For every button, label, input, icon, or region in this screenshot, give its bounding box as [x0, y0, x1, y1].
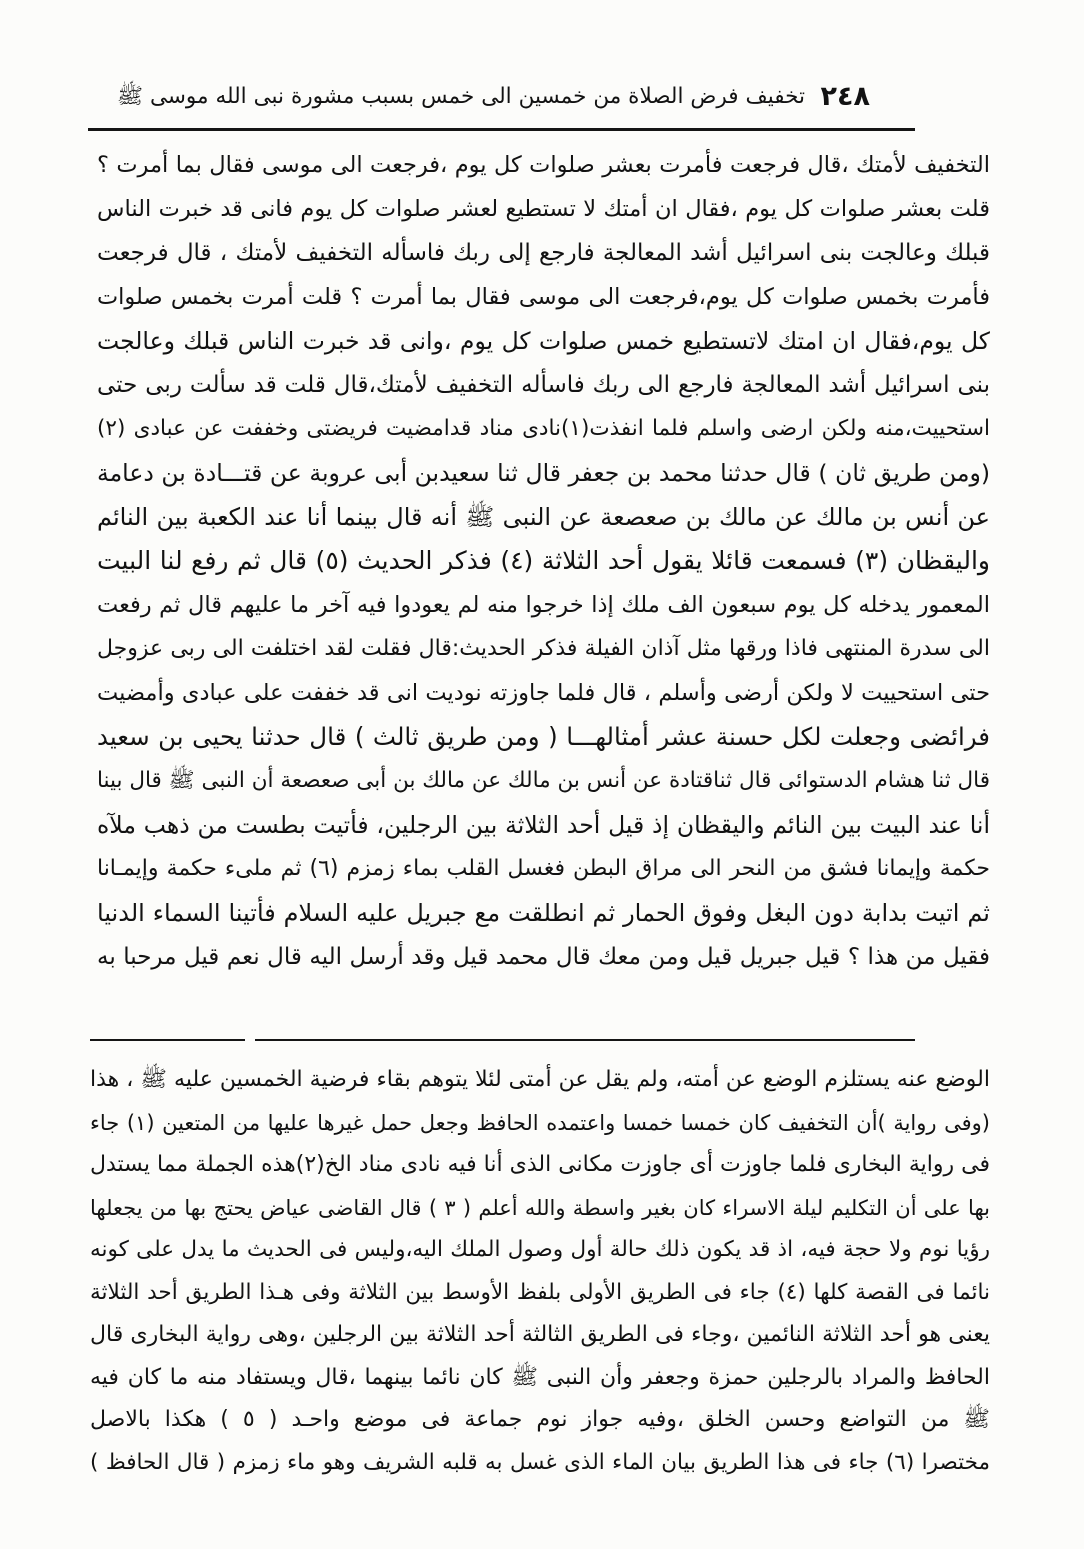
footnotes: [88, 1059, 990, 1484]
body-line: بنى اسرائيل أشد المعالجة فارجع الى ربك فاسأله التخفيف لأمتك،قال قلت قد سألت ربى حتى: [97, 372, 990, 398]
body-line: فأمرت بخمس صلوات كل يوم،فرجعت الى موسى فقال بما أمرت ؟ قلت أمرت بخمس صلوات: [97, 284, 990, 310]
footnote-line: فى رواية البخارى فلما جاوزت أى جاوزت مكانى الذى أنا فيه نادى مناد الخ(٢)هذه الجملة مما يستدل: [90, 1152, 990, 1177]
body-line: (ومن طريق ثان ) قال حدثنا محمد بن جعفر قال ثنا سعيدبن أبى عروبة عن قتـــادة بن دعامة: [97, 459, 990, 487]
body-line: فرائضى وجعلت لكل حسنة عشر أمثالهـــا ( ومن طريق ثالث ) قال حدثنا يحيى بن سعيد: [97, 722, 990, 751]
footnote-line: نائما فى القصة كلها (٤) جاء فى الطريق الأولى بلفظ الأوسط بين الثلاثة وفى هـذا الطريق أحد الثلاثة: [90, 1279, 990, 1305]
footnote-separator: [255, 1039, 915, 1041]
body-line: قلت بعشر صلوات كل يوم ،فقال ان أمتك لا تستطيع لعشر صلوات كل يوم فانى قد خبرت الناس: [97, 196, 990, 222]
body-line: حتى استحييت لا ولكن أرضى وأسلم ، قال فلما جاوزته نوديت انى قد خففت على عبادى وأمضيت: [97, 680, 990, 706]
main-text: [95, 143, 990, 979]
footnote-line: بها على أن التكليم ليلة الاسراء كان بغير واسطة والله أعلم ( ٣ ) قال القاضى عياض يحتج بها من يجعلها: [89, 1195, 990, 1220]
page-number: ٢٤٨: [820, 81, 870, 112]
footnote-line: الحافظ والمراد بالرجلين حمزة وجعفر وأن النبى ﷺ كان نائما بينهما ،قال ويستفاد منه ما كان فيه: [90, 1364, 990, 1390]
body-line: المعمور يدخله كل يوم سبعون الف ملك إذا خرجوا منه لم يعودوا فيه آخر ما عليهم قال ثم رفعت: [97, 592, 990, 618]
body-line: كل يوم،فقال ان امتك لاتستطيع خمس صلوات كل يوم ،وانى قد خبرت الناس قبلك وعالجت: [97, 327, 990, 355]
body-line: استحييت،منه ولكن ارضى واسلم فلما انفذت(١)نادى مناد قدامضيت فريضتى وخففت عن عبادى (٢): [97, 416, 990, 441]
body-line: قال ثنا هشام الدستوائى قال ثناقتادة عن أنس بن مالك عن مالك بن أبى صعصعة أن النبى ﷺ قال بينا: [97, 768, 990, 793]
body-line: فقيل من هذا ؟ قيل جبريل قيل ومن معك قال محمد قيل وقد أرسل اليه قال نعم قيل مرحبا به: [97, 944, 990, 970]
body-line: واليقظان (٣) فسمعت قائلا يقول أحد الثلاثة (٤) فذكر الحديث (٥) قال ثم رفع لنا البيت: [97, 546, 990, 575]
body-line: عن أنس بن مالك عن مالك بن صعصعة عن النبى ﷺ أنه قال بينما أنا عند الكعبة بين النائم: [97, 503, 990, 531]
footnote-line: مختصرا (٦) جاء فى هذا الطريق بيان الماء الذى غسل به قلبه الشريف وهو ماء زمزم ( قال الحافظ ): [90, 1449, 990, 1475]
body-line: حكمة وإيمانا فشق من النحر الى مراق البطن فغسل القلب بماء زمزم (٦) ثم ملىء حكمة وإيمـانا: [96, 856, 990, 881]
footnote-line: (وفى رواية )أن التخفيف كان خمسا خمسا واعتمده الحافظ وجعل حمل غيرها عليها من المتعين (١) جاء: [89, 1110, 990, 1135]
footnote-line: يعنى هو أحد الثلاثة النائمين ،وجاء فى الطريق الثالثة أحد الثلاثة بين الرجلين ،وهى رواية البخارى قال: [90, 1322, 990, 1347]
body-line: الى سدرة المنتهى فاذا ورقها مثل آذان الفيلة فذكر الحديث:قال فقلت لقد اختلفت الى ربى عزوجل: [97, 636, 990, 661]
body-line: قبلك وعالجت بنى اسرائيل أشد المعالجة فارجع إلى ربك فاسأله التخفيف لأمتك ، قال فرجعت: [97, 240, 990, 266]
footnote-separator: [90, 1039, 245, 1041]
body-line: التخفيف لأمتك ،قال فرجعت فأمرت بعشر صلوات كل يوم ،فرجعت الى موسى فقال بما أمرت ؟: [97, 152, 990, 178]
page-header: [88, 76, 915, 118]
footnote-line: رؤيا نوم ولا حجة فيه، اذ قد يكون ذلك حالة أول وصول الملك اليه،وليس فى الحديث ما يدل على كونه: [90, 1237, 990, 1262]
footnote-line: الوضع عنه يستلزم الوضع عن أمته، ولم يقل عن أمتى لئلا يتوهم بقاء فرضية الخمسين عليه ﷺ ، هذا: [90, 1067, 990, 1092]
footnote-line: ﷺ من التواضع وحسن الخلق ،وفيه جواز نوم جماعة فى موضع واحـد ( ٥ ) هكذا بالاصل: [90, 1407, 990, 1432]
chapter-title: تخفيف فرض الصلاة من خمسين الى خمس بسبب مشورة نبى الله موسى ﷺ: [117, 84, 805, 109]
body-line: أنا عند البيت بين النائم واليقظان إذ قيل أحد الثلاثة بين الرجلين، فأتيت بطست من ذهب ملآه: [97, 811, 990, 839]
body-line: ثم اتيت بدابة دون البغل وفوق الحمار ثم انطلقت مع جبريل عليه السلام فأتينا السماء الدنيا: [97, 899, 990, 927]
header-rule: [88, 128, 915, 131]
